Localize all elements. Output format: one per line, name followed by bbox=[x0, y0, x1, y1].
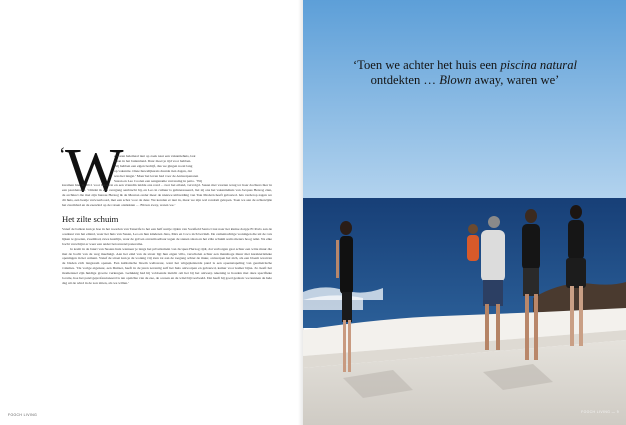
drop-cap-letter: W bbox=[65, 137, 124, 205]
pull-quote-text: ‘Toen we achter het huis een bbox=[352, 58, 501, 72]
intro-line: op vakantie. Onze huwelijksreis duurde tien dagen, dat bbox=[114, 168, 192, 173]
intro-lines bbox=[114, 154, 272, 183]
pull-quote-emphasis: piscina natural bbox=[500, 58, 577, 72]
pull-quote bbox=[317, 58, 613, 87]
pull-quote-text: away, waren we’ bbox=[471, 72, 560, 87]
folio-right: FOOCH LIVING — 9 bbox=[581, 410, 619, 414]
pull-quote-line-1 bbox=[317, 58, 613, 73]
intro-line: staan in het buitenland. Daar moet je tijd voor hebben. bbox=[114, 158, 192, 163]
section-subhead: Het zilte schuim bbox=[62, 213, 119, 224]
pull-quote-emphasis: Blown bbox=[439, 72, 472, 87]
pull-quote-text: ontdekten … bbox=[370, 72, 440, 87]
paragraph-1: kwamen hier in 2011 voor het eerst en een vriendin leidde ons rond – over het eiland, vervolgd. Susan met vaarten terug tot haar dochters hier in een paardenstart. ‘Omdat ik een overgang aanbracht bij, en Leo in cultuur is geïnteresseerd, liet zij ons het vakantiehuis van Jacques Herzog zien, de architect die met zijn bureau Herzog & de Meuron onder meer de nieuwe uitbreiding van Tate Modern heeft gebouwd. Iets verderop zagen we dit huis, een beetje verwaarloosd, met een schot voor de deur. We konden er niet in, maar we zijn wel rondom gelopen. Toen we aan de achterzijde het zwembad en de zeewind op de rotsen ontdekten … Blown away, waren we.’ bbox=[62, 183, 272, 208]
left-page bbox=[0, 0, 303, 425]
intro-line: Susan en Leo Coolen een aangename verrassing in petto. ‘Wij bbox=[114, 178, 203, 183]
article-body bbox=[62, 154, 272, 286]
intro-line: e waren helemaal niet op zoek naar een vakantiehuis, laat bbox=[114, 154, 196, 158]
folio-left: FOOCH LIVING bbox=[8, 413, 38, 417]
drop-cap-quote: ‘ bbox=[59, 144, 66, 166]
paragraph-2: Vanaf de balkon kun je hoe in het noorden van Tenerife is het een half uurtje rijden van Sorsfield Santa Cruz naar het kleine dorpje El Porís aan de oostkust van het eiland, waar het huis van Susan, Leo en hun kinderen Jana, Max en Coco zich bevindt. De cementachtige woningen die uit de rots lijken te groeien, zwembad, ruwe kustlijn, waar de golven onvermoeibaar tegen de stenen slaan en het zilte schuim soms meters hoog reikt. Na elke bocht verschijnt er weer een ander betoverend panorama. bbox=[62, 226, 272, 246]
intro-line: Wij hebben een eigen bedrijf, dus we gingen nooit lang bbox=[114, 163, 193, 168]
pull-quote-line-2 bbox=[317, 73, 613, 88]
right-page bbox=[303, 0, 626, 425]
paragraph-3: Je komt in de buurt van Susans huis wanneer je langs het privédomein van Jacques Herzog rijdt, dat verborgen gaat achter een witte muur die met de bocht van de weg meebuigt. Aan het eind van de straat ligt hun eigen villa, verscholen achter een manshoge muur met karakteristieke openingen in het cement. Vanaf de straat kun je de woning vrij zien tot aan de toegang achter de muur, ontwerpen het zich, als een bloem waarvan de bladen zich langzaam openen. Een kubistische bloem weliswaar, want het witgepleisterde pand is een opeenstapeling van geometrische volumes. ‘De vorige eigenaar, een Duitser, heeft in de jaren zeventig zelf het huis ontworpen en gebouwd, kamer voor kamer bijna. Zo heeft het momenteel zijn huidige grootte verkregen. Gelukkig had hij voldoende inzicht om het bij het ontwerp rekening te houden met deze specifieke locatie, hoe het pand geprofessioneerd is ten opzichte van de zee, de oceaan en de wind bijvoorbeeld. Dat heeft hij goed gedaan: we kunnen de hele dag uit de wind in de zon zitten, als we willen.’ bbox=[62, 246, 272, 285]
intro-line: was het langst.’ Maar het leven had voor de Antwerpenaren bbox=[114, 173, 199, 178]
